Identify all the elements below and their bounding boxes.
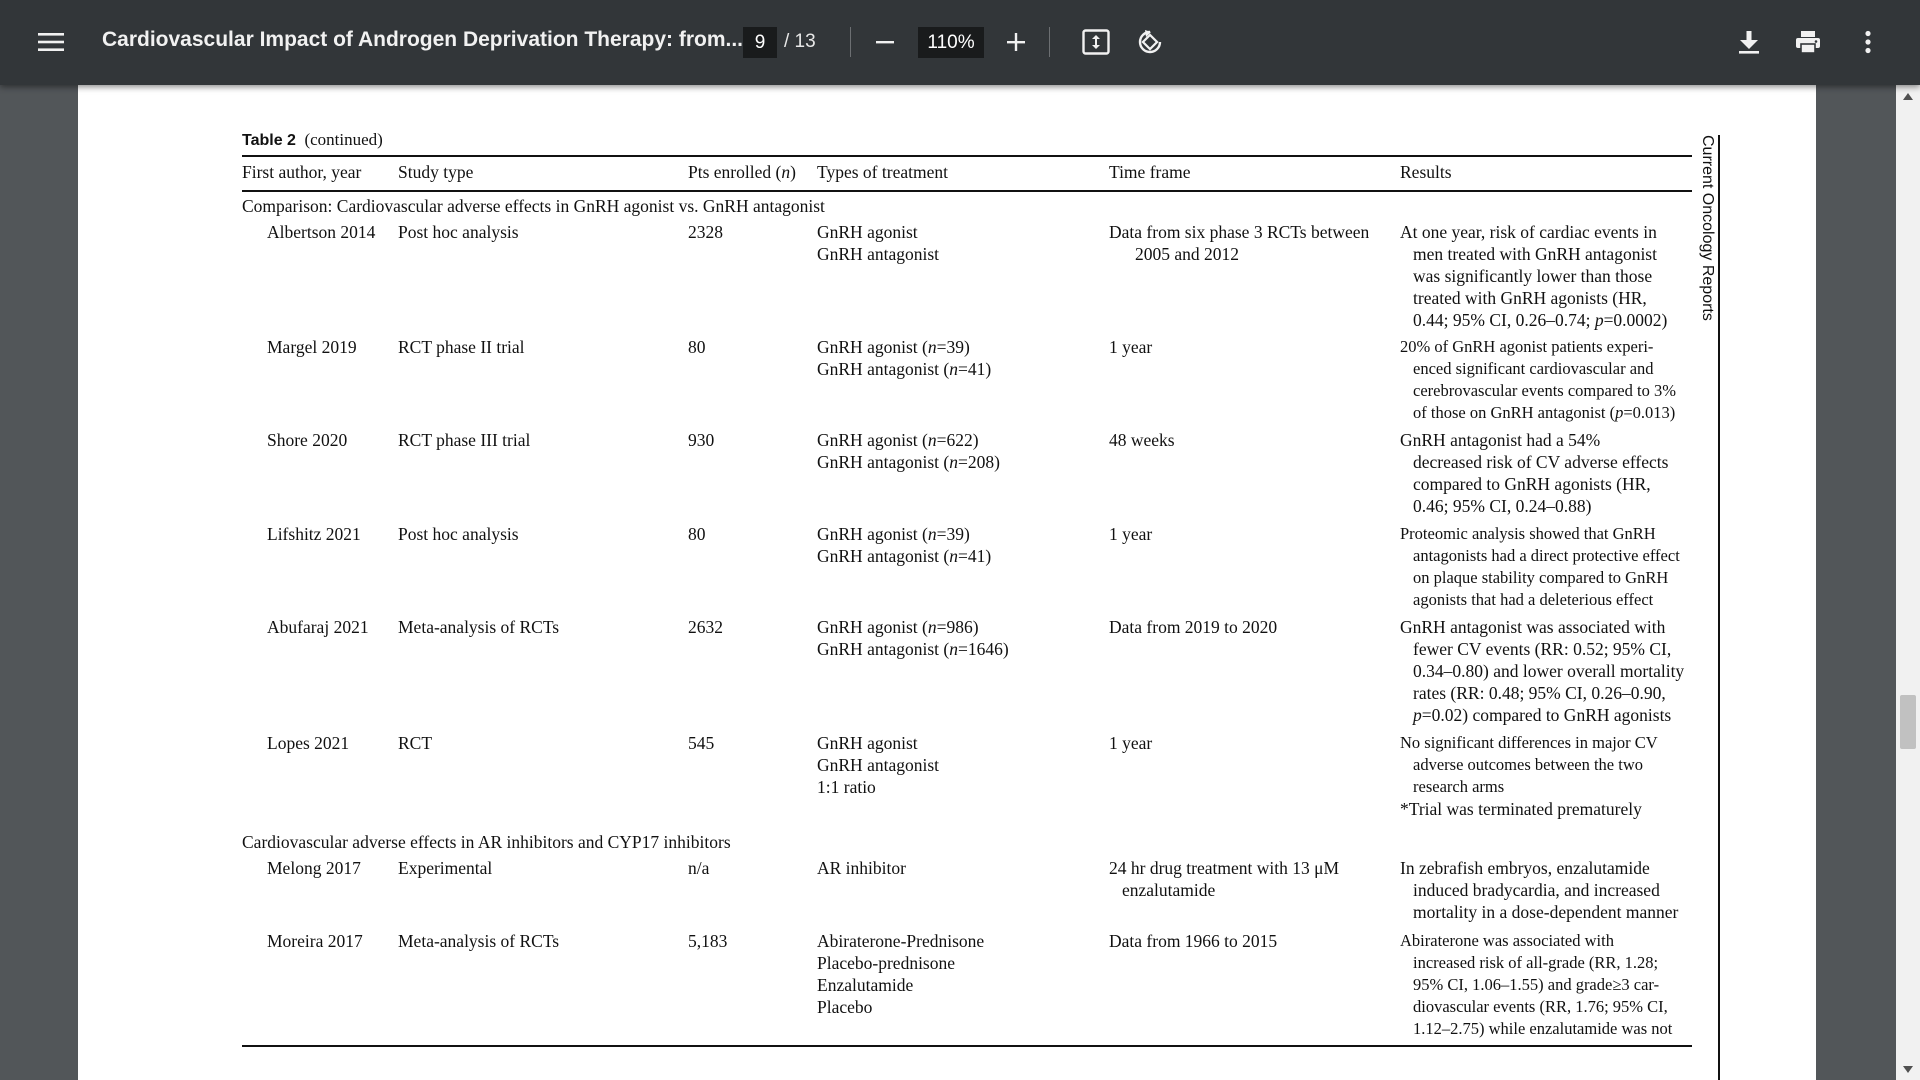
cell-study-type: RCT [398, 733, 433, 753]
cell-pts: 5,183 [688, 931, 728, 951]
page-number-input[interactable]: 9 [743, 27, 777, 58]
cell-results: At one year, risk of cardiac events in men treated with GnRH antagonist was significantly lower than those treated with GnRH agonists (HR, 0.44; 95% CI, 0.26–0.74; p=0.0002) [1400, 222, 1668, 330]
menu-icon[interactable] [31, 22, 71, 62]
cell-time: Data from 2019 to 2020 [1109, 617, 1278, 637]
cell-time: 24 hr drug treatment with 13 μM enzalutamide [1109, 858, 1340, 900]
cell-author: Shore 2020 [267, 430, 348, 450]
cell-study-type: RCT phase II trial [398, 337, 525, 357]
cell-pts: 80 [688, 337, 706, 357]
cell-time: 48 weeks [1109, 430, 1175, 450]
header-pts-enrolled: Pts enrolled (n) [688, 162, 796, 182]
results-line: 0.44; 95% CI, 0.26–0.74; p=0.0002) [1413, 310, 1668, 330]
cell-pts: 80 [688, 524, 706, 544]
print-icon[interactable] [1788, 22, 1828, 62]
cell-author: Lifshitz 2021 [267, 524, 361, 544]
cell-time: 1 year [1109, 337, 1153, 357]
cell-author: Lopes 2021 [267, 733, 350, 753]
cell-author: Abufaraj 2021 [267, 617, 369, 637]
cell-study-type: Post hoc analysis [398, 524, 519, 544]
table-caption-label: Table 2 [242, 132, 296, 149]
table-top-rule [242, 155, 1692, 157]
cell-treatment: Abiraterone-Prednisone Placebo-prednisone Enzalutamide Placebo [817, 931, 985, 1017]
cell-results: No significant differences in major CV adverse outcomes between the two research arms *Trial was terminated prematurely [1400, 733, 1658, 819]
cell-author: Melong 2017 [267, 858, 361, 878]
cell-pts: 930 [688, 430, 715, 450]
cell-treatment: AR inhibitor [817, 858, 906, 878]
pdf-page [78, 85, 1816, 1080]
cell-study-type: RCT phase III trial [398, 430, 531, 450]
header-results: Results [1400, 162, 1452, 182]
cell-results: Proteomic analysis showed that GnRH antagonists had a direct protective effect on plaque stability compared to GnRH agonists that had a deleterious effect [1400, 524, 1680, 609]
cell-study-type: Post hoc analysis [398, 222, 519, 242]
fit-page-icon[interactable] [1076, 22, 1116, 62]
table-caption [242, 130, 383, 150]
cell-time: 1 year [1109, 524, 1153, 544]
cell-treatment: GnRH agonist GnRH antagonist [817, 222, 940, 264]
pdf-viewer-area[interactable] [0, 85, 1920, 1080]
cell-pts: 545 [688, 733, 715, 753]
header-time-frame: Time frame [1109, 162, 1191, 182]
section-heading: Cardiovascular adverse effects in AR inhibitors and CYP17 inhibitors [242, 832, 731, 852]
zoom-out-icon[interactable] [865, 22, 905, 62]
scroll-down-arrow-icon[interactable] [1896, 1058, 1920, 1080]
header-author: First author, year [242, 162, 362, 182]
cell-author: Moreira 2017 [267, 931, 363, 951]
header-treatment: Types of treatment [817, 162, 948, 182]
toolbar-divider [850, 27, 851, 57]
table-bottom-rule [242, 1045, 1692, 1047]
cell-author: Margel 2019 [267, 337, 357, 357]
cell-results: Abiraterone was associated with increased risk of all-grade (RR, 1.28; 95% CI, 1.06–1.55) and grade≥3 car- diovascular events (RR, 1.76; 95% CI, 1.12–2.75) while enzalutamide was not [1400, 931, 1673, 1038]
zoom-level-input[interactable]: 110% [918, 27, 984, 58]
cell-pts: 2632 [688, 617, 723, 637]
cell-results: 20% of GnRH agonist patients experi- enced significant cardiovascular and cerebrovascular events compared to 3% of those on GnRH antagonist (p=0.013) [1400, 337, 1676, 422]
vertical-scrollbar[interactable] [1896, 85, 1920, 1080]
cell-results: GnRH antagonist was associated with fewer CV events (RR: 0.52; 95% CI, 0.34–0.80) and lower overall mortality rates (RR: 0.48; 95% CI, 0.26–0.90, p=0.02) compared to GnRH agonists [1400, 617, 1685, 725]
cell-pts: 2328 [688, 222, 723, 242]
toolbar-divider [1049, 27, 1050, 57]
cell-results: In zebrafish embryos, enzalutamide induced bradycardia, and increased mortality in a dose-dependent manner [1400, 858, 1679, 922]
cell-treatment: GnRH agonist (n=39) GnRH antagonist (n=41) [817, 337, 992, 379]
section-heading: Comparison: Cardiovascular adverse effects in GnRH agonist vs. GnRH antagonist [242, 196, 825, 216]
pdf-toolbar [0, 0, 1920, 85]
cell-author: Albertson 2014 [267, 222, 376, 242]
journal-name: Current Oncology Reports [1699, 135, 1716, 321]
cell-treatment: GnRH agonist GnRH antagonist 1:1 ratio [817, 733, 940, 797]
more-vert-icon[interactable] [1848, 22, 1888, 62]
cell-results: GnRH antagonist had a 54% decreased risk of CV adverse effects compared to GnRH agonists (HR, 0.46; 95% CI, 0.24–0.88) [1400, 430, 1669, 516]
zoom-in-icon[interactable] [996, 22, 1036, 62]
cell-study-type: Experimental [398, 858, 493, 878]
cell-time: Data from 1966 to 2015 [1109, 931, 1278, 951]
table-header-rule [242, 190, 1692, 192]
cell-time: 1 year [1109, 733, 1153, 753]
table-caption-text: (continued) [304, 130, 383, 149]
document-title: Cardiovascular Impact of Androgen Deprivation Therapy: from... [102, 28, 744, 51]
cell-treatment: GnRH agonist (n=622) GnRH antagonist (n=208) [817, 430, 1000, 472]
cell-pts: n/a [688, 858, 710, 878]
scroll-up-arrow-icon[interactable] [1896, 85, 1920, 107]
margin-rule [1718, 135, 1720, 1080]
cell-study-type: Meta-analysis of RCTs [398, 931, 560, 951]
download-icon[interactable] [1729, 22, 1769, 62]
cell-treatment: GnRH agonist (n=986) GnRH antagonist (n=1646) [817, 617, 1009, 659]
header-study-type: Study type [398, 162, 474, 182]
cell-study-type: Meta-analysis of RCTs [398, 617, 560, 637]
scrollbar-thumb[interactable] [1900, 695, 1916, 749]
cell-time: Data from six phase 3 RCTs between 2005 and 2012 [1109, 222, 1370, 264]
cell-treatment: GnRH agonist (n=39) GnRH antagonist (n=41) [817, 524, 992, 566]
page-total: / 13 [784, 31, 816, 52]
rotate-icon[interactable] [1130, 22, 1170, 62]
